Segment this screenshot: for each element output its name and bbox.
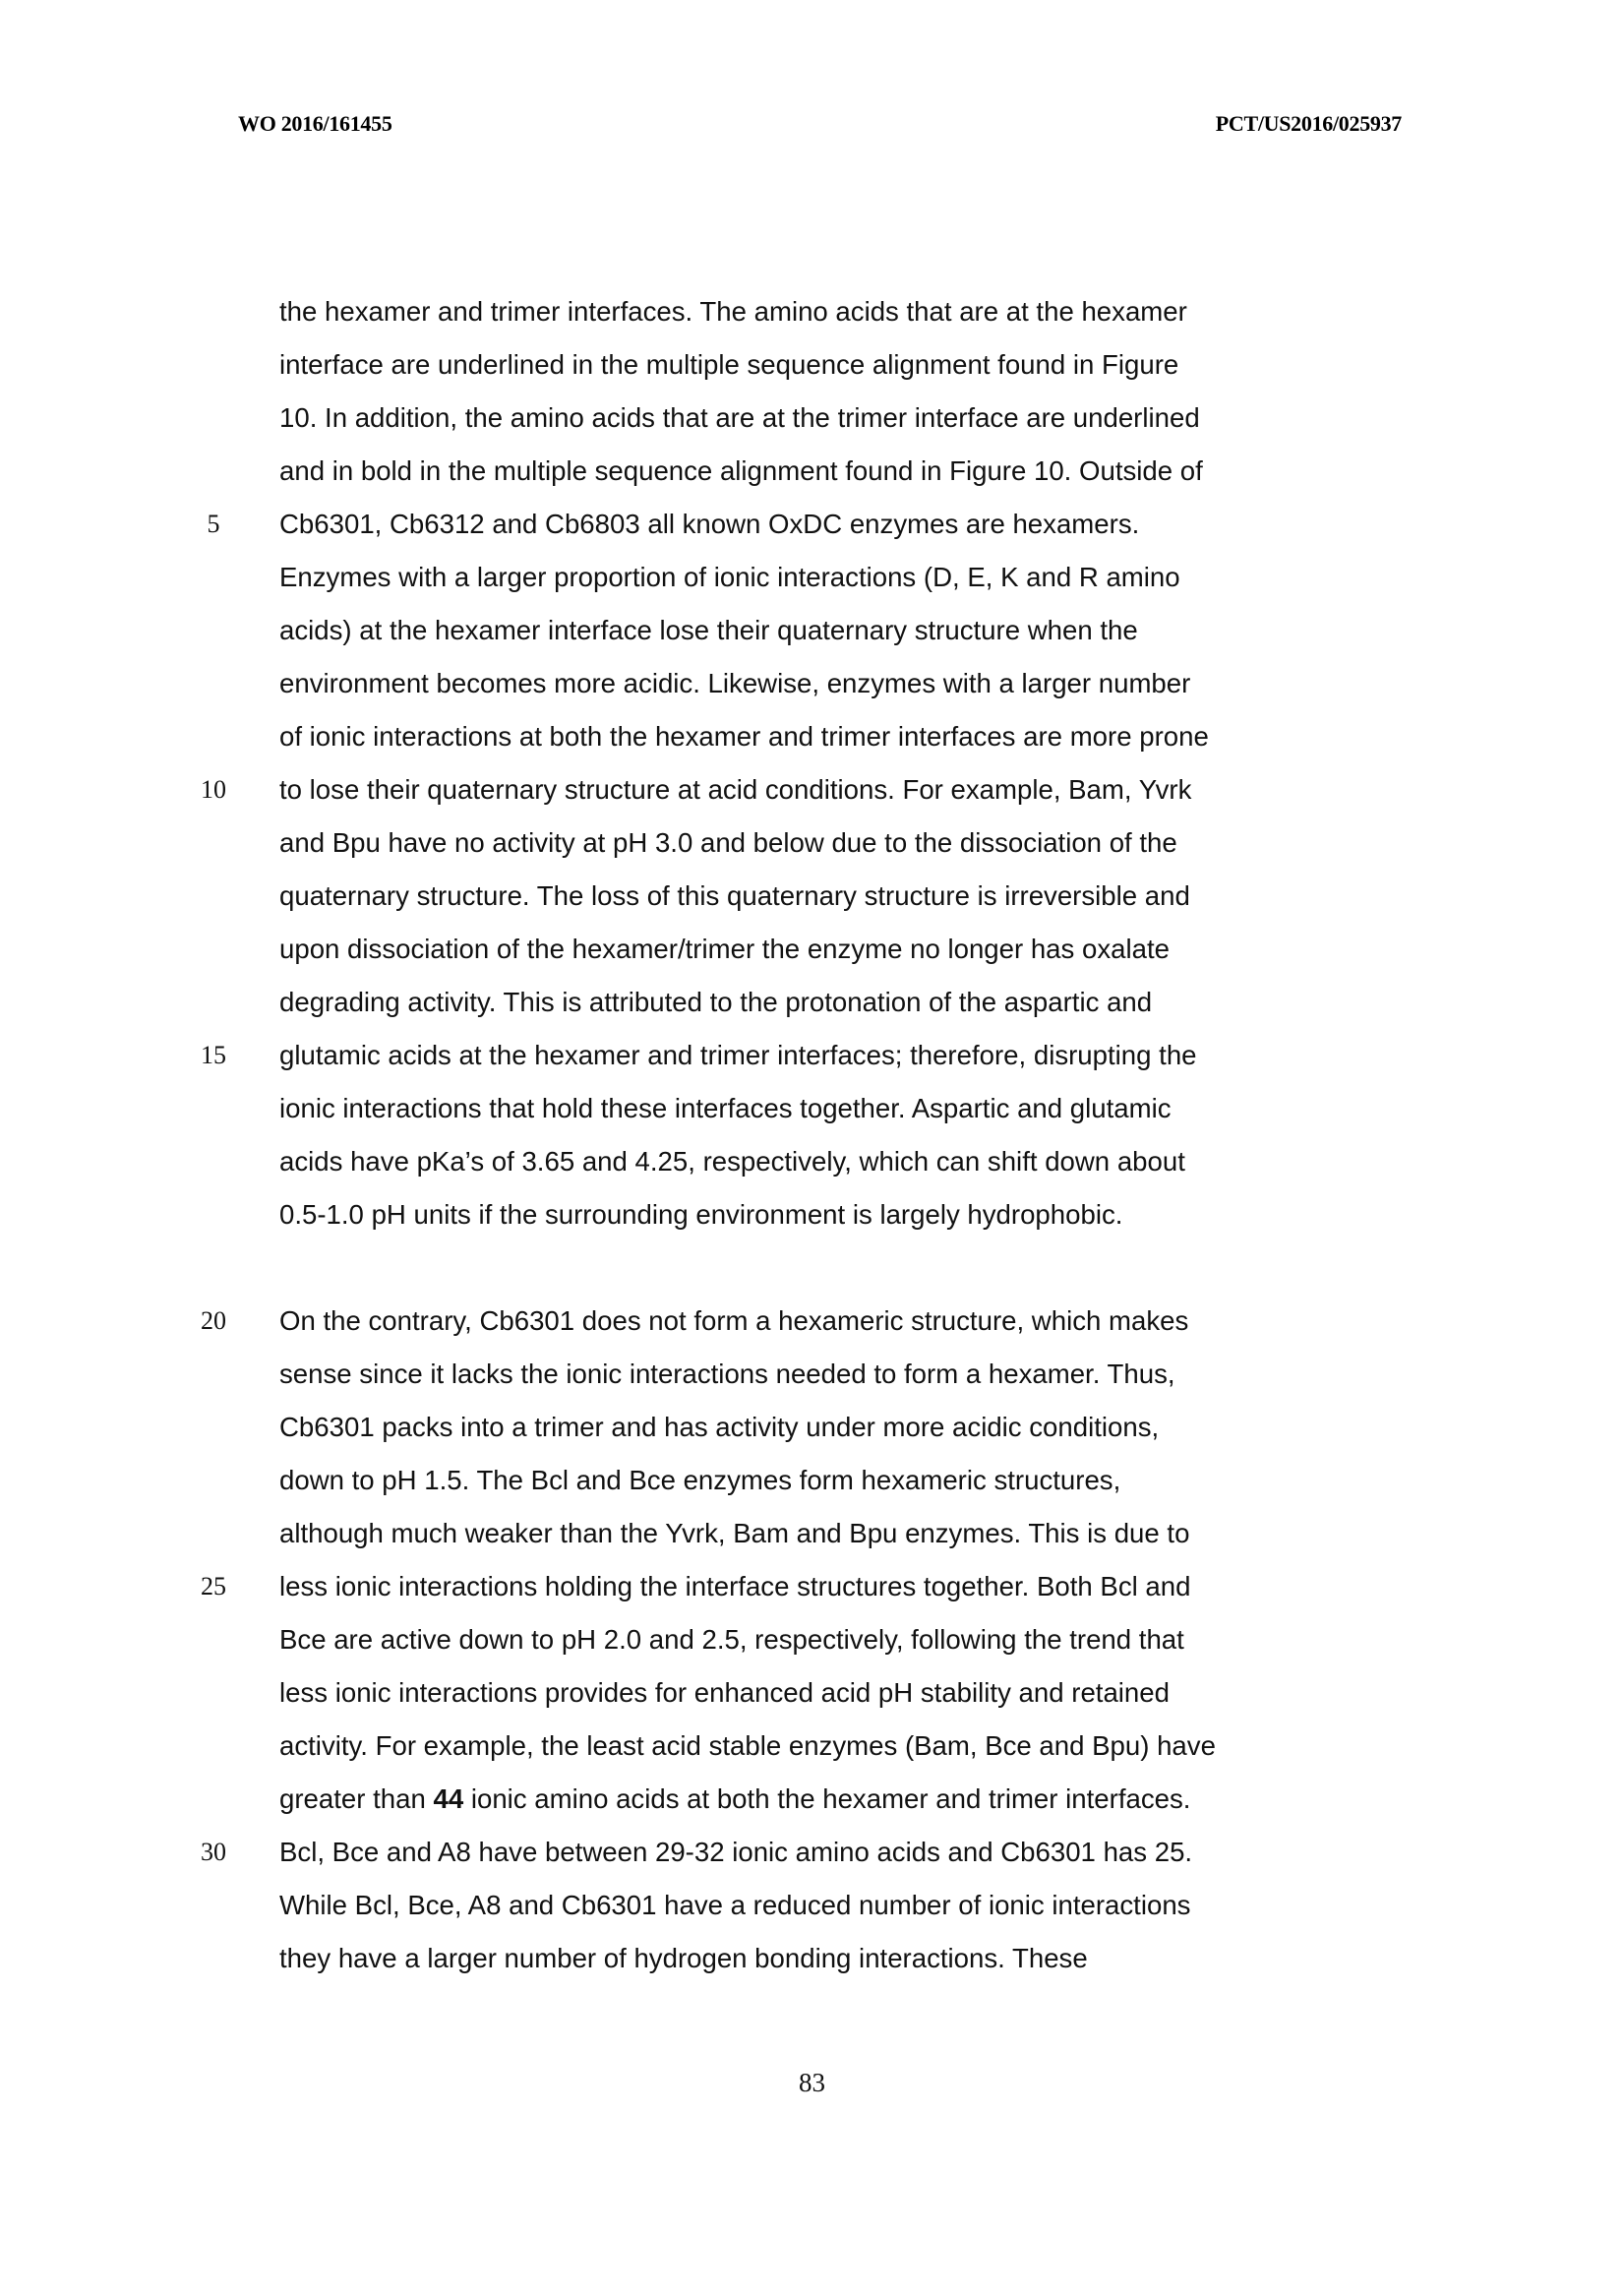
text-line: acids have pKa’s of 3.65 and 4.25, respectively, which can shift down about: [279, 1146, 1185, 1177]
text-line: less ionic interactions holding the interface structures together. Both Bcl and: [279, 1571, 1191, 1601]
text-run: greater than: [279, 1783, 434, 1814]
text-line: environment becomes more acidic. Likewise, enzymes with a larger number: [279, 668, 1191, 698]
text-line: and Bpu have no activity at pH 3.0 and below due to the dissociation of the: [279, 827, 1177, 858]
text-line: upon dissociation of the hexamer/trimer the enzyme no longer has oxalate: [279, 934, 1170, 964]
text-line: sense since it lacks the ionic interactions needed to form a hexamer. Thus,: [279, 1359, 1175, 1389]
text-line: although much weaker than the Yvrk, Bam and Bpu enzymes. This is due to: [279, 1518, 1190, 1548]
text-line: Bcl, Bce and A8 have between 29-32 ionic amino acids and Cb6301 has 25.: [279, 1837, 1193, 1867]
page-number: 83: [799, 2068, 825, 2097]
text-line: to lose their quaternary structure at acid conditions. For example, Bam, Yvrk: [279, 774, 1192, 805]
text-line: Bce are active down to pH 2.0 and 2.5, respectively, following the trend that: [279, 1624, 1184, 1655]
line-number-30: 30: [201, 1838, 226, 1866]
text-line: [279, 1773, 1190, 1826]
text-line: Cb6301, Cb6312 and Cb6803 all known OxDC enzymes are hexamers.: [279, 509, 1140, 539]
publication-number: WO 2016/161455: [238, 111, 392, 136]
line-number-25: 25: [201, 1572, 226, 1600]
text-line: Enzymes with a larger proportion of ionic interactions (D, E, K and R amino: [279, 562, 1180, 592]
text-line: the hexamer and trimer interfaces. The amino acids that are at the hexamer: [279, 296, 1187, 327]
text-line: While Bcl, Bce, A8 and Cb6301 have a reduced number of ionic interactions: [279, 1890, 1191, 1920]
text-line: down to pH 1.5. The Bcl and Bce enzymes form hexameric structures,: [279, 1465, 1121, 1495]
text-line: quaternary structure. The loss of this quaternary structure is irreversible and: [279, 880, 1190, 911]
bold-number: 44: [433, 1783, 464, 1814]
text-line: 10. In addition, the amino acids that are at the trimer interface are underlined: [279, 402, 1200, 433]
text-line: less ionic interactions provides for enhanced acid pH stability and retained: [279, 1677, 1170, 1708]
text-run: ionic amino acids at both the hexamer and trimer interfaces.: [463, 1783, 1191, 1814]
text-line: activity. For example, the least acid stable enzymes (Bam, Bce and Bpu) have: [279, 1730, 1216, 1761]
text-line: they have a larger number of hydrogen bonding interactions. These: [279, 1943, 1088, 1973]
line-number-10: 10: [201, 775, 226, 804]
text-line: glutamic acids at the hexamer and trimer interfaces; therefore, disrupting the: [279, 1040, 1197, 1070]
application-number: PCT/US2016/025937: [1215, 111, 1402, 136]
text-line: degrading activity. This is attributed to the protonation of the aspartic and: [279, 987, 1153, 1017]
text-line: and in bold in the multiple sequence alignment found in Figure 10. Outside of: [279, 455, 1203, 486]
text-line: On the contrary, Cb6301 does not form a hexameric structure, which makes: [279, 1305, 1189, 1336]
line-number-20: 20: [201, 1306, 226, 1335]
text-line: interface are underlined in the multiple sequence alignment found in Figure: [279, 349, 1179, 380]
text-line: ionic interactions that hold these interfaces together. Aspartic and glutamic: [279, 1093, 1172, 1123]
line-number-15: 15: [201, 1041, 226, 1069]
text-line: of ionic interactions at both the hexamer and trimer interfaces are more prone: [279, 721, 1209, 752]
text-line: acids) at the hexamer interface lose their quaternary structure when the: [279, 615, 1138, 645]
text-line: 0.5-1.0 pH units if the surrounding environment is largely hydrophobic.: [279, 1199, 1123, 1230]
line-number-5: 5: [207, 510, 220, 538]
text-line: Cb6301 packs into a trimer and has activity under more acidic conditions,: [279, 1412, 1160, 1442]
